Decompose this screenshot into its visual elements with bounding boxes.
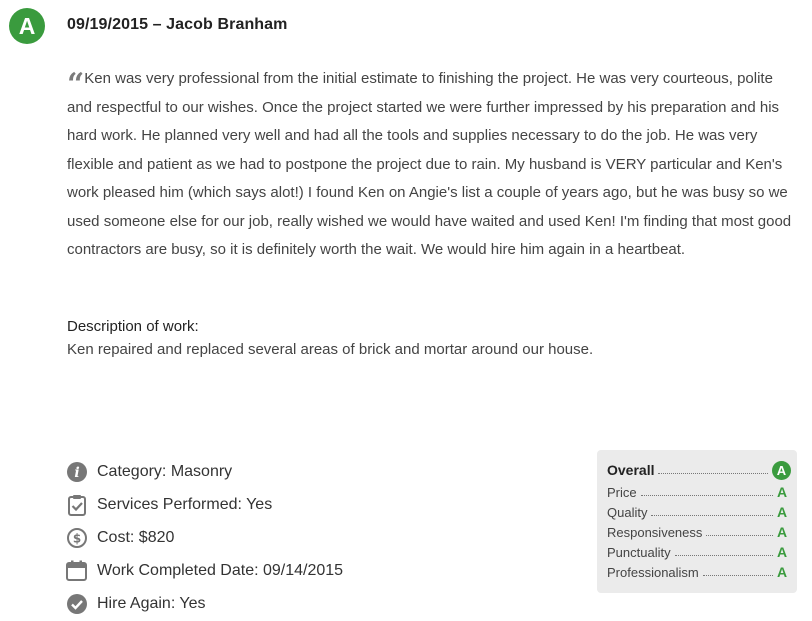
description-text: Ken repaired and replaced several areas of brick and mortar around our house. xyxy=(67,341,594,358)
detail-services-text: Services Performed: Yes xyxy=(97,495,273,513)
rating-price xyxy=(607,482,787,502)
dotted-leader xyxy=(658,473,768,474)
detail-completed-date-text: Work Completed Date: 09/14/2015 xyxy=(97,561,344,579)
dotted-leader xyxy=(651,515,773,516)
rating-quality xyxy=(607,502,787,522)
review-date: 09/19/2015 xyxy=(67,16,149,33)
dollar-icon xyxy=(66,527,87,548)
rating-label: Punctuality xyxy=(607,544,671,560)
rating-label: Professionalism xyxy=(607,564,699,580)
review-header xyxy=(67,16,288,34)
svg-text:i: i xyxy=(73,464,80,481)
detail-cost xyxy=(66,521,343,554)
dotted-leader xyxy=(706,535,773,536)
rating-professionalism xyxy=(607,562,787,582)
detail-category xyxy=(66,455,343,488)
checkmark-circle-icon xyxy=(66,593,87,614)
description-label: Description of work: xyxy=(67,318,199,335)
rating-label: Quality xyxy=(607,504,648,520)
detail-services xyxy=(66,488,343,521)
rating-grade: A xyxy=(777,564,788,580)
review-details xyxy=(66,455,343,620)
quote-icon: “ xyxy=(67,67,82,102)
dotted-leader xyxy=(641,495,773,496)
svg-text:$: $ xyxy=(72,531,81,545)
detail-hire-again xyxy=(66,587,343,620)
header-separator: – xyxy=(148,16,167,33)
clipboard-check-icon xyxy=(66,494,87,515)
dotted-leader xyxy=(703,575,773,576)
detail-hire-again-text: Hire Again: Yes xyxy=(97,594,206,612)
rating-grade: A xyxy=(777,524,788,540)
ratings-panel xyxy=(597,450,797,593)
rating-label: Responsiveness xyxy=(607,524,703,540)
rating-responsiveness xyxy=(607,522,787,542)
detail-category-text: Category: Masonry xyxy=(97,462,233,480)
dotted-leader xyxy=(675,555,773,556)
rating-punctuality xyxy=(607,542,787,562)
detail-completed-date xyxy=(66,554,343,587)
rating-grade: A xyxy=(777,504,788,520)
overall-grade-badge: A xyxy=(9,8,45,44)
review-text: Ken was very professional from the initial estimate to finishing the project. He was very courteous, polite and respectful to our wishes. Once the project started we were further impressed by his preparation and his hard work. He planned very well and had all the tools and supplies necessary to do the job. He was very flexible and patient as we had to postpone the project due to rain. My husband is VERY particular and Ken's work pleased him (which says alot!) I found Ken on Angie's list a couple of years ago, but he was busy so we used someone else for our job, really wished we would have waited and used Ken! I'm finding that most good contractors are busy, so it is definitely worth the wait. We would hire him again in a heartbeat. xyxy=(67,70,792,258)
info-icon xyxy=(66,461,87,482)
rating-overall xyxy=(607,458,787,482)
rating-label: Price xyxy=(607,484,637,500)
review-body xyxy=(67,65,797,265)
rating-grade: A xyxy=(777,544,788,560)
calendar-icon xyxy=(66,560,87,581)
detail-cost-text: Cost: $820 xyxy=(97,528,175,546)
review-author: Jacob Branham xyxy=(166,16,288,33)
rating-overall-grade: A xyxy=(772,461,791,480)
rating-grade: A xyxy=(777,484,788,500)
rating-overall-label: Overall xyxy=(607,462,655,478)
